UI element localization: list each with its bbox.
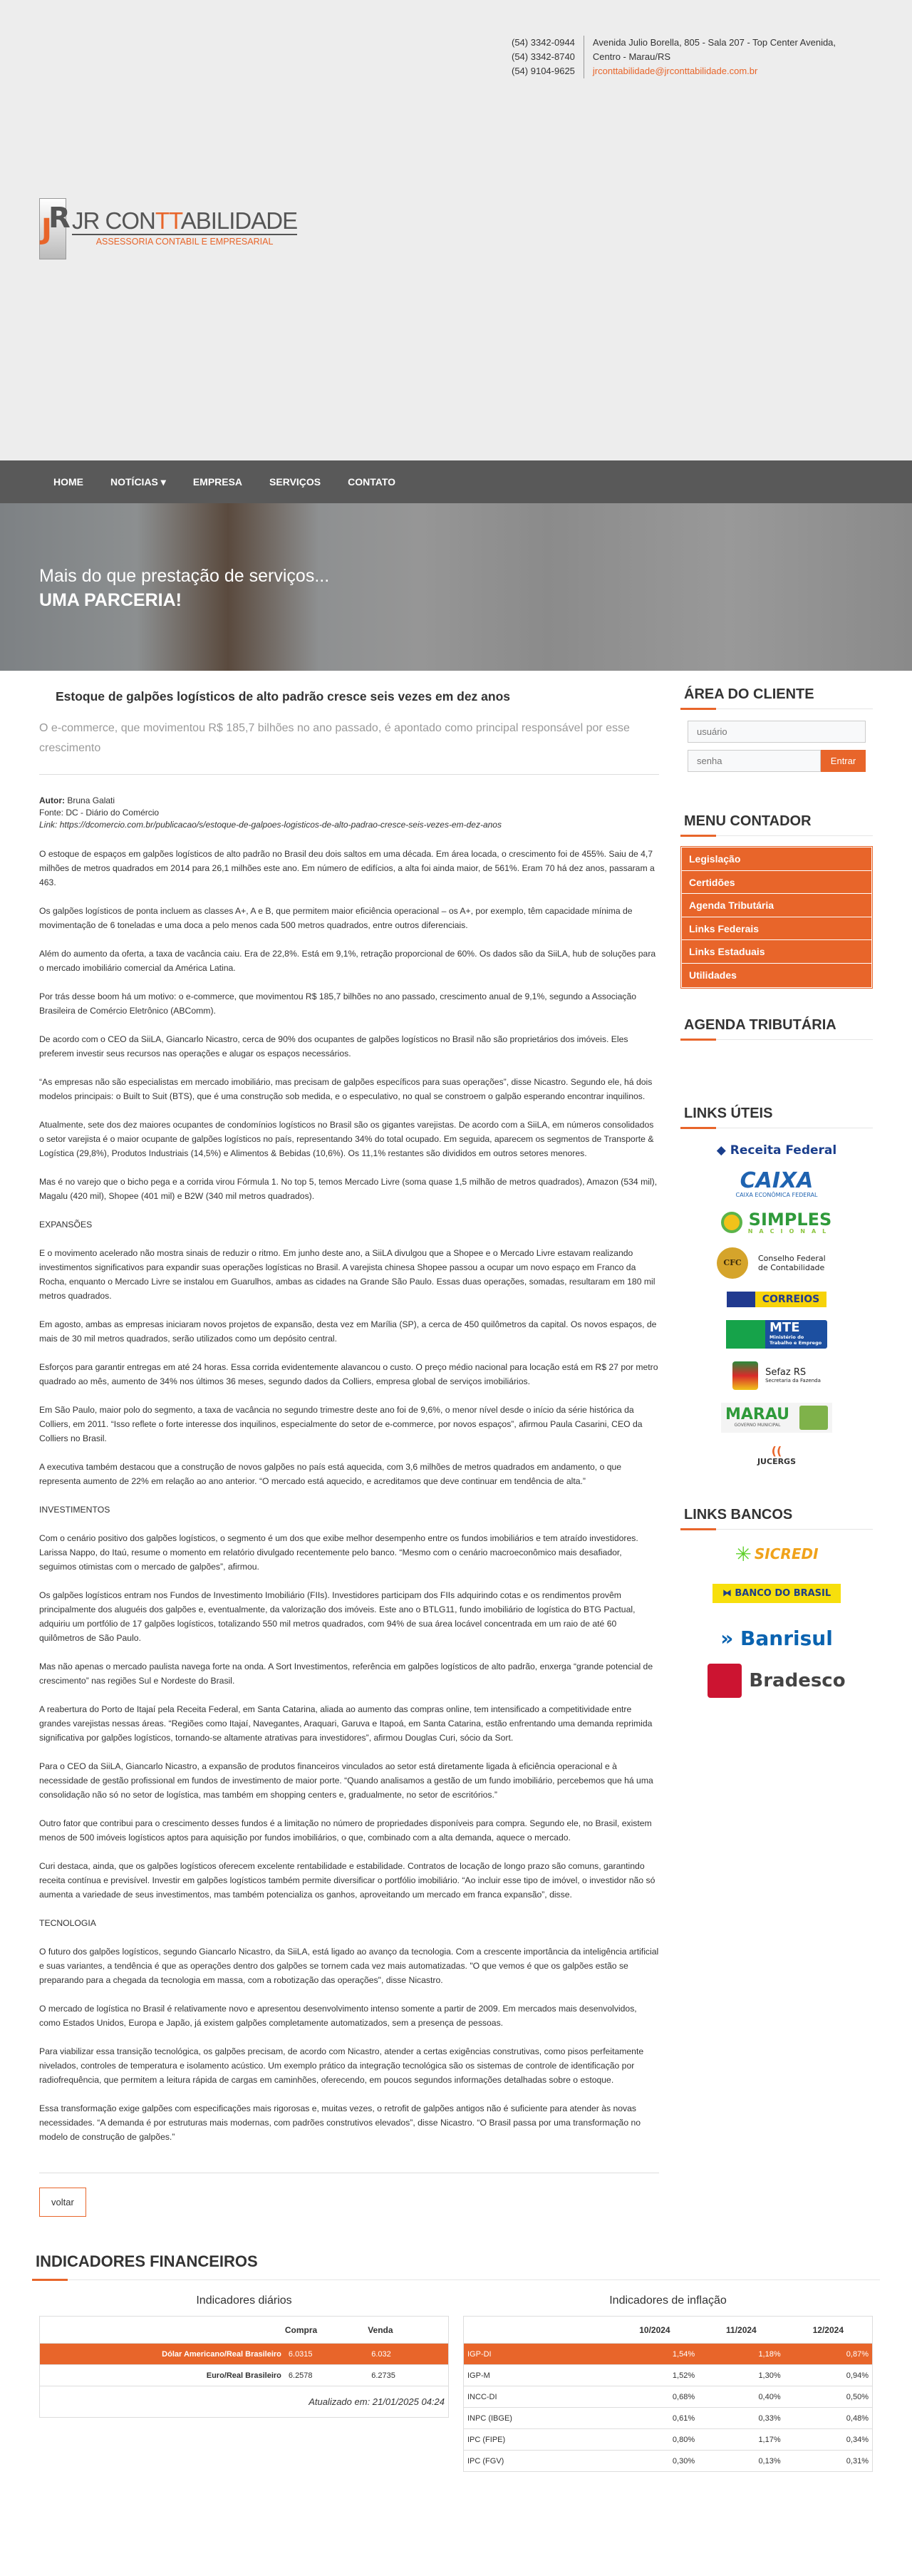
article-meta: [39, 795, 659, 831]
index-name: INCC-DI: [464, 2386, 611, 2408]
index-name: IGP-DI: [464, 2344, 611, 2365]
login-button[interactable]: Entrar: [821, 750, 866, 772]
article-paragraph: Em agosto, ambas as empresas iniciaram novos projetos de expansão, desta vez em Marília (SP), a cerca de 450 quilômetros da capital. Os novos espaços, de mais de 30 mil metros quadrados, serão utilizados como um depósito central.: [39, 1319, 657, 1344]
links-uteis: [680, 1128, 873, 1473]
phone-2[interactable]: (54) 3342-8740: [512, 51, 575, 62]
nacional-text: NACIONAL: [747, 1227, 833, 1235]
index-value: 0,68%: [611, 2386, 698, 2408]
logo-name-a: JR CON: [72, 207, 155, 234]
caixa-logo[interactable]: [735, 1170, 817, 1198]
col-compra: Compra: [284, 2324, 318, 2335]
col-month-1: 10/2024: [639, 2324, 670, 2335]
index-value: 0,33%: [698, 2408, 784, 2429]
article-paragraph: O futuro dos galpões logísticos, segundo Giancarlo Nicastro, da SiiLA, está ligado ao avanço da tecnologia. Com a crescente importância da inteligência artificial e suas variantes, a tendência é que as operações dentro dos galpões se tornem cada vez mais automatizadas. "O que vemos é que os galpões estão se preparando para a chegada da tecnologia em massa, com a robotização das operações", disse Nicastro.: [39, 1947, 659, 1985]
index-name: IGP-M: [464, 2365, 611, 2386]
rs-coat-of-arms-icon: [732, 1361, 758, 1390]
col-venda: Venda: [368, 2324, 393, 2335]
nav-noticias[interactable]: NOTÍCIAS ▾: [110, 475, 166, 488]
bradesco-text: Bradesco: [749, 1669, 846, 1691]
correios-icon: [727, 1292, 755, 1307]
logo-subtitle: ASSESSORIA CONTABIL E EMPRESARIAL: [95, 237, 274, 247]
jucergs-text: JUCERGS: [757, 1456, 797, 1466]
updated-at: Atualizado em: 21/01/2025 04:24: [40, 2386, 449, 2418]
sefaz-text: Sefaz RS: [765, 1367, 807, 1379]
index-value: 1,17%: [698, 2429, 784, 2451]
author-label: Autor:: [39, 795, 65, 805]
author-link[interactable]: Bruna Galati: [67, 795, 115, 805]
table-row: [464, 2408, 873, 2429]
sell-value: 6.2735: [368, 2365, 448, 2386]
menu-contador: [680, 846, 873, 989]
receita-federal-text: Receita Federal: [730, 1143, 837, 1158]
article-paragraph: Atualmente, sete dos dez maiores ocupantes de condomínios logísticos no Brasil são os gigantes varejistas. De acordo com a SiiLA, em números consolidados o setor varejista é o maior ocupante de galpões logísticos no país, representando 34% do total ocupado. Em seguida, aparecem os segmentos de Transporte & Logística (29,8%), Produtos Industriais (14,5%) e Alimentos & Bebidas (10,6%). Os 11,1% restantes são divididos em outros setores menores.: [39, 1120, 654, 1158]
article-paragraph: Outro fator que contribui para o crescimento desses fundos é a limitação no número de propriedades disponíveis para compra. Segundo ele, no Brasil, existem menos de 500 imóveis logísticos aptos para aquisição por fundos imobiliários, o que, combinado com a alta demanda, aquece o mercado.: [39, 1818, 652, 1843]
article-paragraph: A reabertura do Porto de Itajaí pela Receita Federal, em Santa Catarina, aliada ao aumento das compras online, tem intensificado a competitividade entre grandes varejistas nessas áreas. “Regiões como Itajaí, Navegantes, Araquari, Garuva e Itapoá, em Santa Catarina, estão enfrentando uma demanda reprimida significativa por galpões logísticos, tornando-se altamente atrativas para investidores”, afirmou Douglas Curi, sócio da Sort.: [39, 1704, 653, 1743]
sidebar: [680, 686, 873, 2217]
simples-text: SIMPLES: [748, 1209, 832, 1230]
index-value: 1,52%: [611, 2365, 698, 2386]
inflation-table: [463, 2316, 873, 2472]
contact-info: [512, 36, 836, 78]
sicredi-icon: ✳: [735, 1542, 752, 1566]
article-title: Estoque de galpões logísticos de alto padrão cresce seis vezes em dez anos: [56, 689, 511, 704]
daily-indicators: [39, 2294, 449, 2472]
article-paragraph: O estoque de espaços em galpões logísticos de alto padrão no Brasil deu dois saltos em uma década. Em área locada, o crescimento foi de 455%. Saiu de 4,7 milhões de metros quadrados em 2014 para 26,1 milhões este ano. Em número de edifícios, a alta foi ainda maior, de 561%. Eram 70 há dez anos, passaram a 463.: [39, 849, 655, 887]
menu-item-links-estaduais[interactable]: Links Estaduais: [682, 940, 871, 964]
marau-sub-text: GOVERNO MUNICIPAL: [734, 1423, 781, 1428]
agenda-heading: AGENDA TRIBUTÁRIA: [680, 1017, 873, 1040]
table-row: [40, 2344, 449, 2365]
sicredi-text: SICREDI: [754, 1545, 819, 1563]
menu-contador-heading: MENU CONTADOR: [680, 813, 873, 836]
links-bancos: [680, 1530, 873, 1704]
news-article: [39, 686, 659, 2217]
sefaz-rs-logo[interactable]: [732, 1361, 821, 1390]
buy-value: 6.2578: [285, 2365, 368, 2386]
index-value: 0,31%: [784, 2451, 873, 2472]
article-paragraph: Por trás desse boom há um motivo: o e-commerce, que movimentou R$ 185,7 bilhões no ano passado, crescimento anual de 9,1%, segundo a Associação Brasileira de Comércio Eletrônico (ABComm).: [39, 991, 637, 1016]
site-logo[interactable]: [39, 198, 297, 259]
jucergs-logo[interactable]: [757, 1443, 797, 1466]
table-row: [464, 2365, 873, 2386]
jucergs-icon: ((: [771, 1443, 782, 1458]
currency-name: Euro/Real Brasileiro: [40, 2365, 285, 2386]
article-paragraph: Além do aumento da oferta, a taxa de vacância caiu. Era de 22,8%. Está em 9,1%, retração proporcional de 60%. Os dados são da SiiLA, hub de soluções para o mercado imobiliário comercial da América Latina.: [39, 949, 656, 973]
cfc-logo[interactable]: [717, 1247, 836, 1279]
index-value: 1,54%: [611, 2344, 698, 2365]
article-paragraph: Os galpões logísticos entram nos Fundos de Investimento Imobiliário (FIIs). Investidores participam dos FIIs adquirindo cotas e os rendimentos provêm principalmente dos aluguéis dos galpões e, eventualmente, da valorização dos imóveis. Este ano o BTLG11, fundo imobiliário de logística do BTG Pactual, adquiriu um portfólio de 17 galpões logísticos, totalizando 550 mil metros quadrados, com 94% de sua área locável concentrada em um raio de até 60 quilômetros de São Paulo.: [39, 1590, 636, 1643]
index-name: IPC (FIPE): [464, 2429, 611, 2451]
back-button[interactable]: voltar: [39, 2188, 86, 2217]
logo-mark-r: R: [48, 202, 71, 235]
marau-logo[interactable]: [721, 1403, 832, 1433]
article-subtitle: O e-commerce, que movimentou R$ 185,7 bilhões no ano passado, é apontado como principal responsável por esse crescimento: [39, 718, 659, 775]
mte-logo[interactable]: [726, 1320, 827, 1349]
menu-item-certidoes[interactable]: Certidões: [682, 871, 871, 895]
banco-do-brasil-logo[interactable]: ⧓ BANCO DO BRASIL: [712, 1584, 841, 1603]
index-value: 0,87%: [784, 2344, 873, 2365]
address-line-1: Avenida Julio Borella, 805 - Sala 207 - Top Center Avenida,: [592, 37, 836, 48]
simples-icon: [721, 1212, 742, 1233]
bradesco-icon: [708, 1664, 742, 1698]
nav-contato[interactable]: CONTATO: [348, 476, 396, 488]
sell-value: 6.032: [368, 2344, 448, 2365]
col-month-3: 12/2024: [812, 2324, 844, 2335]
table-row: [464, 2386, 873, 2408]
index-value: 0,61%: [611, 2408, 698, 2429]
col-month-2: 11/2024: [726, 2324, 757, 2335]
marau-coat-of-arms-icon: [799, 1406, 828, 1430]
menu-item-utilidades[interactable]: Utilidades: [682, 964, 871, 987]
hero-line-2: UMA PARCERIA!: [39, 590, 182, 610]
inflation-title: Indicadores de inflação: [609, 2294, 727, 2307]
daily-title: Indicadores diários: [196, 2294, 292, 2307]
index-value: 0,34%: [784, 2429, 873, 2451]
login-form: [680, 709, 873, 772]
article-paragraph: EXPANSÕES: [39, 1220, 93, 1230]
article-paragraph: Curi destaca, ainda, que os galpões logísticos oferecem excelente rentabilidade e estabilidade. Contratos de locação de longo prazo são comuns, garantindo receita contínua e previsível. Investir em galpões logísticos também permite diversificar o portfólio imobiliário. “Ao incluir esse tipo de imóvel, o investidor não só aumenta a variedade de seus investimentos, mas também potencializa os ganhos, aproveitando um mercado em franca expansão”, disse.: [39, 1861, 656, 1900]
article-paragraph: Os galpões logísticos de ponta incluem as classes A+, A e B, que permitem maior eficiência operacional – os A+, por exemplo, têm capacidade mínima de movimentação de 6 toneladas e uma doca a pelo menos cada 500 metros quadrados, entre outros diferenciais.: [39, 906, 633, 930]
index-value: 1,30%: [698, 2365, 784, 2386]
article-paragraph: Com o cenário positivo dos galpões logísticos, o segmento é um dos que exibe melhor desempenho entre os fundos imobiliários e tem atraído investidores. Larissa Nappo, do Itaú, resume o momento em relatório divulgado recentemente pelo banco. “Mesmo com o cenário macroeconômico mais desafiador, seguimos otimistas com o mercado de galpões”, afirmou.: [39, 1533, 638, 1572]
link-label: Link:: [39, 820, 58, 830]
daily-table: [39, 2316, 449, 2418]
article-paragraph: “As empresas não são especialistas em mercado imobiliário, mas precisam de galpões específicos para suas operações”, disse Nicastro. Segundo ele, há dois modelos principais: o Built to Suit (BTS), que é uma construção sob medida, e o especulativo, no qual se constroem o galpão esperando encontrar inquilinos.: [39, 1077, 653, 1101]
logo-name-c: ABILIDADE: [180, 207, 298, 234]
index-value: 0,40%: [698, 2386, 784, 2408]
index-value: 0,48%: [784, 2408, 873, 2429]
buy-value: 6.0315: [285, 2344, 368, 2365]
mte-sub-text: Ministério do Trabalho e Emprego: [770, 1334, 822, 1346]
index-value: 1,18%: [698, 2344, 784, 2365]
logo-name-b: TT: [155, 207, 181, 234]
index-value: 0,80%: [611, 2429, 698, 2451]
article-paragraph: A executiva também destacou que a construção de novos galpões no país está aquecida, com 3,6 milhões de metros quadrados em andamento, o que representa aumento de 22% em relação ao ano anterior. “O mercado está aquecido, e acreditamos que deve continuar em tendência de alta.”: [39, 1462, 622, 1486]
brazil-flag-icon: [726, 1320, 765, 1349]
client-area-heading: ÁREA DO CLIENTE: [680, 686, 873, 709]
menu-item-legislacao[interactable]: Legislação: [682, 847, 871, 871]
index-value: 0,30%: [611, 2451, 698, 2472]
site-header: [0, 0, 912, 460]
username-input[interactable]: [688, 721, 866, 743]
article-paragraph: E o movimento acelerado não mostra sinais de reduzir o ritmo. Em junho deste ano, a SiiLA divulgou que a Shopee e o Mercado Livre estavam realizando investimentos significativos para expandir suas operações logísticas no Brasil. A varejista chinesa Shopee passou a ocupar um novo espaço em Franco da Rocha, enquanto o Mercado Livre se instalou em Guarulhos, ambas as cidades na Grande São Paulo. Essas duas operações, somadas, resultaram em 180 mil metros quadrados.: [39, 1248, 656, 1301]
index-name: IPC (FGV): [464, 2451, 611, 2472]
cfc-seal-icon: CFC: [717, 1247, 748, 1279]
table-row: [464, 2344, 873, 2365]
financial-indicators: [0, 2252, 912, 2500]
article-paragraph: Para o CEO da SiiLA, Giancarlo Nicastro, a expansão de produtos financeiros vinculados ao setor está diretamente ligada à eficiência operacional e à necessidade de gestão profissional em fundos de investimento de maior porte. “Quando analisamos a gestão de um fundo imobiliário, percebemos que há uma consolidação não só no setor de logística, mas também em shopping centers e, gradualmente, no setor de escritórios.”: [39, 1761, 653, 1800]
article-body: [39, 847, 659, 2144]
bradesco-logo[interactable]: [708, 1664, 845, 1698]
hero-banner: [0, 503, 912, 671]
menu-item-links-federais[interactable]: Links Federais: [682, 917, 871, 941]
index-value: 0,94%: [784, 2365, 873, 2386]
article-paragraph: Para viabilizar essa transição tecnológica, os galpões precisam, de acordo com Nicastro, atender a certas exigências construtivas, como pisos perfeitamente nivelados, controles de temperatura e isolamento acústico. Um exemplo prático da integração tecnológica são os sistemas de controle de identificação por radiofrequência, que permitem a leitura rápida de cargas em caminhões, oferecendo, em poucos segundos informações detalhadas sobre o estoque.: [39, 2046, 644, 2085]
bb-text: BANCO DO BRASIL: [735, 1587, 831, 1599]
index-value: 0,13%: [698, 2451, 784, 2472]
phone-3[interactable]: (54) 9104-9625: [512, 66, 575, 76]
article-paragraph: Mas não apenas o mercado paulista navega forte na onda. A Sort Investimentos, referência em galpões logísticos de alto padrão, enxerga “grande potencial de crescimento” nas regiões Sul e Nordeste do Brasil.: [39, 1661, 653, 1686]
caixa-text: CAIXA: [740, 1168, 814, 1193]
logo-name: [72, 208, 297, 235]
banrisul-logo[interactable]: » Banrisul: [720, 1626, 833, 1650]
password-input[interactable]: [688, 750, 821, 772]
mte-text: MTE: [770, 1319, 800, 1335]
index-value: 0,50%: [784, 2386, 873, 2408]
article-paragraph: De acordo com o CEO da SiiLA, Giancarlo Nicastro, cerca de 90% dos ocupantes de galpões logísticos no Brasil não são proprietários dos imóveis. Eles preferem investir seus recursos nas operações e alugar os espaços necessários.: [39, 1034, 628, 1058]
email-link[interactable]: jrconttabilidade@jrconttabilidade.com.br: [592, 66, 758, 76]
logo-mark-j: J: [41, 213, 52, 246]
source-label: Fonte:: [39, 808, 64, 818]
nav-empresa[interactable]: EMPRESA: [192, 476, 243, 488]
hero-line-1: Mais do que prestação de serviços...: [39, 566, 330, 586]
table-row: [464, 2429, 873, 2451]
article-url-link[interactable]: https://dcomercio.com.br/publicacao/s/estoque-de-galpoes-logisticos-de-alto-padrao-cresce-seis-vezes-em-dez-anos: [59, 820, 502, 830]
correios-text: CORREIOS: [755, 1292, 826, 1307]
index-name: INPC (IBGE): [464, 2408, 611, 2429]
hero-heading: [39, 564, 329, 612]
article-paragraph: Essa transformação exige galpões com especificações mais rigorosas e, muitas vezes, o retrofit de galpões antigos não é suficiente para atender às novas necessidades. “A demanda é por estruturas mais modernas, com padrões construtivos elevados”, disse Nicastro. “O Brasil passa por uma transformação no modelo de construção de galpões.”: [39, 2103, 641, 2142]
marau-text: MARAU: [725, 1406, 790, 1424]
menu-item-agenda[interactable]: Agenda Tributária: [682, 894, 871, 917]
table-row: [464, 2451, 873, 2472]
correios-logo[interactable]: [727, 1292, 826, 1307]
phone-1[interactable]: (54) 3342-0944: [512, 37, 575, 48]
nav-servicos[interactable]: SERVIÇOS: [269, 476, 321, 488]
cfc-text: Conselho Federal de Contabilidade: [758, 1253, 826, 1272]
inflation-indicators: [463, 2294, 873, 2472]
article-paragraph: O mercado de logística no Brasil é relativamente novo e apresentou desenvolvimento intenso somente a partir de 2009. Em mercados mais desenvolvidos, como Estados Unidos, Europa e Japão, já existem galpões completamente automatizados, sem a presença de pessoas.: [39, 2004, 637, 2028]
table-row: [40, 2365, 449, 2386]
sicredi-logo[interactable]: [735, 1542, 818, 1566]
links-uteis-heading: LINKS ÚTEIS: [680, 1106, 873, 1128]
currency-name: Dólar Americano/Real Brasileiro: [40, 2344, 285, 2365]
receita-federal-logo[interactable]: ◆ Receita Federal: [716, 1143, 837, 1158]
article-paragraph: Esforços para garantir entregas em até 24 horas. Essa corrida evidentemente alavancou o custo. O preço médio nacional para locação está em R$ 27 por metro quadrado ao mês, aumento de 34% nos últimos 36 meses, segundo dados da Colliers, empresa global de serviços imobiliários.: [39, 1362, 658, 1386]
indicators-heading: INDICADORES FINANCEIROS: [32, 2252, 880, 2280]
address-line-2: Centro - Marau/RS: [592, 51, 670, 62]
sefaz-sub-text: Secretaria da Fazenda: [765, 1378, 821, 1384]
article-paragraph: INVESTIMENTOS: [39, 1505, 110, 1515]
caixa-sub-text: CAIXA ECONÔMICA FEDERAL: [735, 1191, 818, 1198]
banrisul-text: Banrisul: [740, 1626, 833, 1650]
logo-mark-icon: [39, 198, 71, 259]
main-nav: [0, 460, 912, 503]
article-paragraph: TECNOLOGIA: [39, 1918, 96, 1928]
simples-nacional-logo[interactable]: [721, 1211, 833, 1235]
source-link[interactable]: DC - Diário do Comércio: [66, 808, 160, 818]
links-bancos-heading: LINKS BANCOS: [680, 1507, 873, 1530]
article-paragraph: Em São Paulo, maior polo do segmento, a taxa de vacância no segundo trimestre deste ano foi de 9,6%, o menor nível desde o início da série histórica da Colliers, em 2011. “Isso reflete o forte interesse dos inquilinos, especialmente do setor de e-commerce, por novos espaços”, afirmou Paula Casarini, CEO da Colliers no Brasil.: [39, 1405, 643, 1443]
nav-home[interactable]: HOME: [53, 476, 83, 488]
article-paragraph: Mas é no varejo que o bicho pega e a corrida virou Fórmula 1. No top 5, temos Mercado Livre (soma quase 1,5 milhão de metros quadrados), Amazon (534 mil), Magalu (420 mil), Shopee (401 mil) e B2W (340 mil metros quadrados).: [39, 1177, 658, 1201]
